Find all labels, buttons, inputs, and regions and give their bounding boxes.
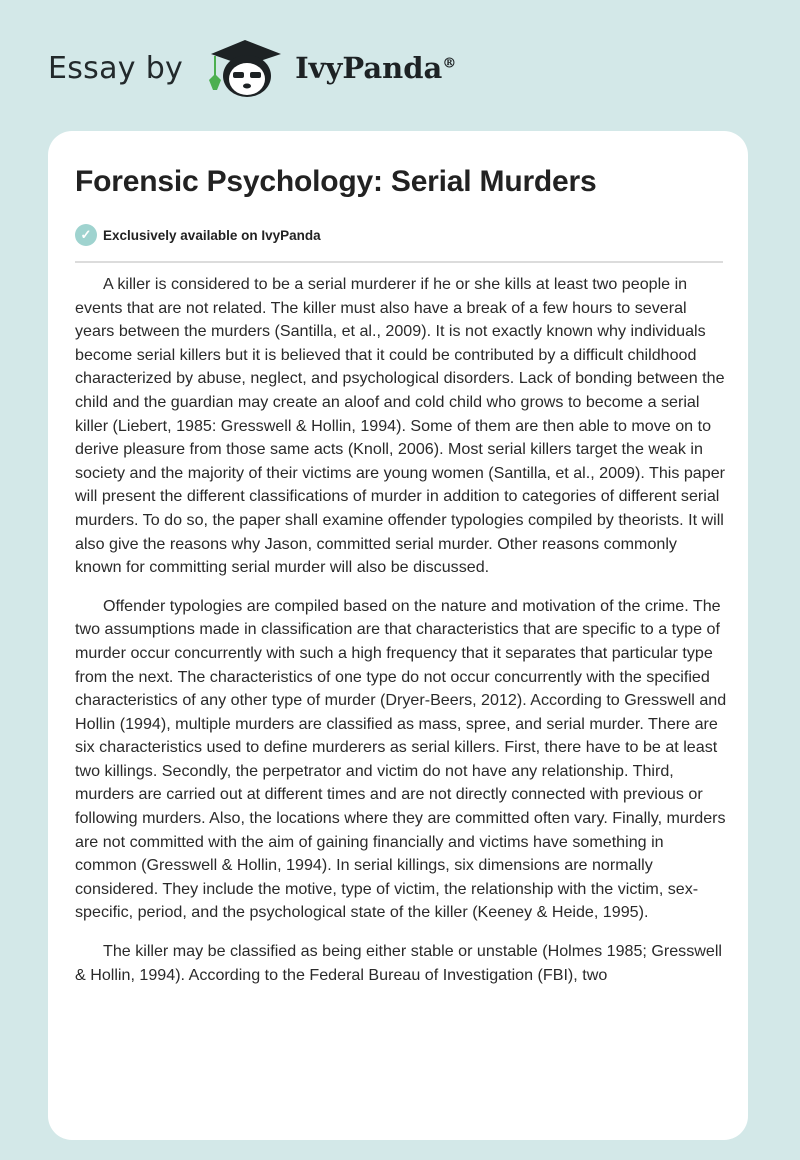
exclusive-badge	[75, 224, 321, 246]
paragraph: Offender typologies are compiled based on the nature and motivation of the crime. The two assumptions made in classification are that characteristics that are specific to a type of murder occur concurrently with such a high frequency that it separates that particular type from the next. The characteristics of one type do not occur concurrently with the specified characteristics of any other type of murder (Dryer-Beers, 2012). According to Gresswell and Hollin (1994), multiple murders are classified as mass, spree, and serial murder. There are six characteristics used to define murderers as serial killers. First, there have to be at least two killings. Secondly, the perpetrator and victim do not have any relationship. Third, murders are carried out at different times and are not directly connected with previous or following murders. Also, the locations where they are committed often vary. Finally, murders are not committed with the aim of gaining financially and victims have something in common (Gresswell & Hollin, 1994). In serial killings, six dimensions are normally considered. They include the motive, type of victim, the relationship with the victim, sex-specific, period, and the psychological state of the killer (Keeney & Heide, 1995).	[75, 596, 727, 922]
divider	[75, 261, 723, 263]
brand-header	[48, 36, 456, 100]
essay-by-label: Essay by	[48, 50, 184, 86]
check-icon: ✓	[75, 224, 97, 246]
essay-body	[75, 273, 727, 1002]
exclusive-label: Exclusively available on IvyPanda	[103, 227, 321, 243]
panda-logo-icon	[201, 36, 291, 100]
paragraph: A killer is considered to be a serial murderer if he or she kills at least two people in events that are not related. The killer must also have a break of a few hours to several years between the murders (Santilla, et al., 2009). It is not exactly known why individuals become serial killers but it is believed that it could be contributed by a difficult childhood characterized by abuse, neglect, and psychological disorders. Lack of bonding between the child and the guardian may create an aloof and cold child who grows to become a serial killer (Liebert, 1985: Gresswell & Hollin, 1994). Some of them are then able to move on to derive pleasure from those same acts (Knoll, 2006). Most serial killers target the weak in society and the majority of their victims are young women (Santilla, et al., 2009). This paper will present the different classifications of murder in addition to categories of different serial murders. To do so, the paper shall examine offender typologies compiled by theorists. It will also give the reasons why Jason, committed serial murder. Other reasons commonly known for committing serial murder will also be discussed.	[75, 275, 726, 577]
page-title: Forensic Psychology: Serial Murders	[75, 165, 597, 198]
brand-name: IvyPanda®	[295, 51, 457, 85]
essay-card	[48, 131, 748, 1140]
paragraph: The killer may be classified as being either stable or unstable (Holmes 1985; Gresswell & Hollin, 1994). According to the Federal Bureau of Investigation (FBI), two	[75, 942, 723, 984]
